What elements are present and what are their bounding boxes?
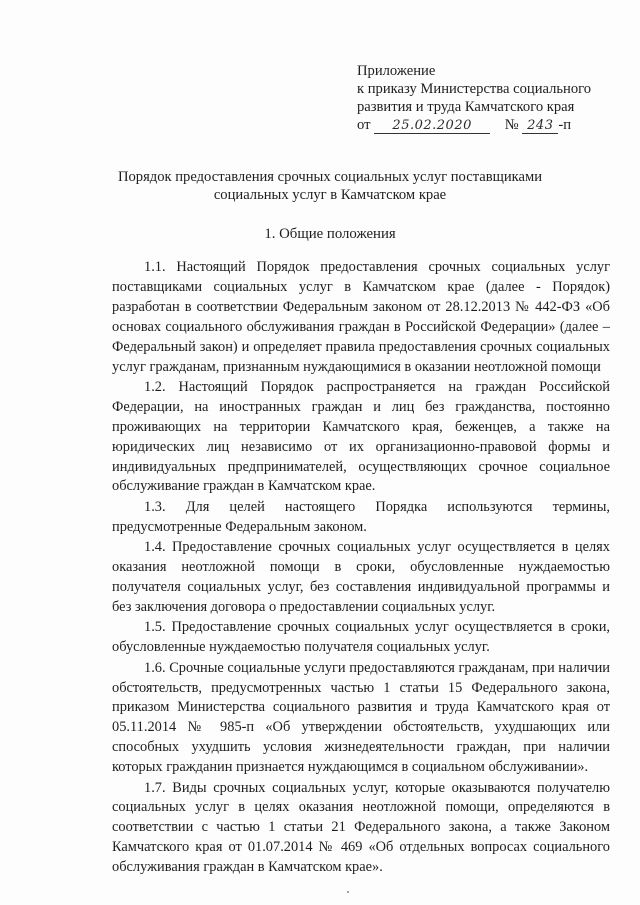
paragraph-1-2: 1.2. Настоящий Порядок распространяется на граждан Российской Федерации, на иностранных граждан и лиц без гражданства, постоянно проживающих на территории Камчатского края, беженцев, а также на юридических лиц независимо от их организационно-правовой формы и индивидуальных предпринимателей, осуществляющих срочное социальное обслуживание граждан в Камчатском крае. <box>112 378 610 495</box>
appendix-line-1: Приложение <box>357 63 436 79</box>
number-prefix: № <box>504 117 519 133</box>
appendix-line-3: развития и труда Камчатского края <box>357 99 575 115</box>
paragraph-1-3: 1.3. Для целей настоящего Порядка используются термины, предусмотренные Федеральным законом. <box>112 498 610 535</box>
appendix-line-2: к приказу Министерства социального <box>357 81 592 97</box>
number-suffix: -п <box>558 117 571 133</box>
appendix-header <box>357 62 627 134</box>
paragraph-1-5: 1.5. Предоставление срочных социальных услуг осуществляется в сроки, обусловленные нуждаемостью получателя социальных услуг. <box>112 619 610 656</box>
document-body <box>112 258 610 878</box>
number-handwritten: 243 <box>522 118 558 134</box>
date-handwritten: 25.02.2020 <box>374 118 490 134</box>
paragraph-1-1: 1.1. Настоящий Порядок предоставления срочных социальных услуг поставщиками социальных услуг в Камчатском крае (далее - Порядок) разработан в соответствии Федеральным законом от 28.12.2013 № 442-ФЗ «Об основах социального обслуживания граждан в Российской Федерации» (далее – Федеральный закон) и определяет правила предоставления срочных социальных услуг гражданам, признанным нуждающимися в оказании неотложной помощи <box>112 259 610 375</box>
document-title-line-2: социальных услуг в Камчатском крае <box>213 187 447 203</box>
document-title-line-1: Порядок предоставления срочных социальных услуг поставщиками <box>117 169 543 185</box>
paragraph-1-7: 1.7. Виды срочных социальных услуг, которые оказываются получателю социальных услуг в целях оказания неотложной помощи, определяются в соответствии с частью 1 статьи 21 Федерального закона, а также Законом Камчатского края от 01.07.2014 № 469 «Об отдельных вопросах социального обслуживания граждан в Камчатском крае». <box>112 779 610 876</box>
paragraph-1-6: 1.6. Срочные социальные услуги предоставляются гражданам, при наличии обстоятельств, предусмотренных частью 1 статьи 15 Федерального закона, приказом Министерства социального развития и труда Камчатского края от 05.11.2014 № 985-п «Об утверждении обстоятельств, ухудшающих или способных ухудшить условия жизнедеятельности граждан, при наличии которых гражданин признается нуждающимся в социальном обслуживании». <box>112 659 610 776</box>
scan-speck <box>347 891 349 893</box>
paragraph-1-4: 1.4. Предоставление срочных социальных услуг осуществляется в целях оказания неотложной помощи в сроки, обусловленные нуждаемостью получателя социальных услуг, без составления индивидуальной программы и без заключения договора о предоставлении социальных услуг. <box>112 539 610 615</box>
document-title <box>110 168 550 204</box>
appendix-date-line <box>357 116 627 134</box>
date-prefix: от <box>357 117 371 133</box>
section-heading: 1. Общие положения <box>264 226 396 242</box>
